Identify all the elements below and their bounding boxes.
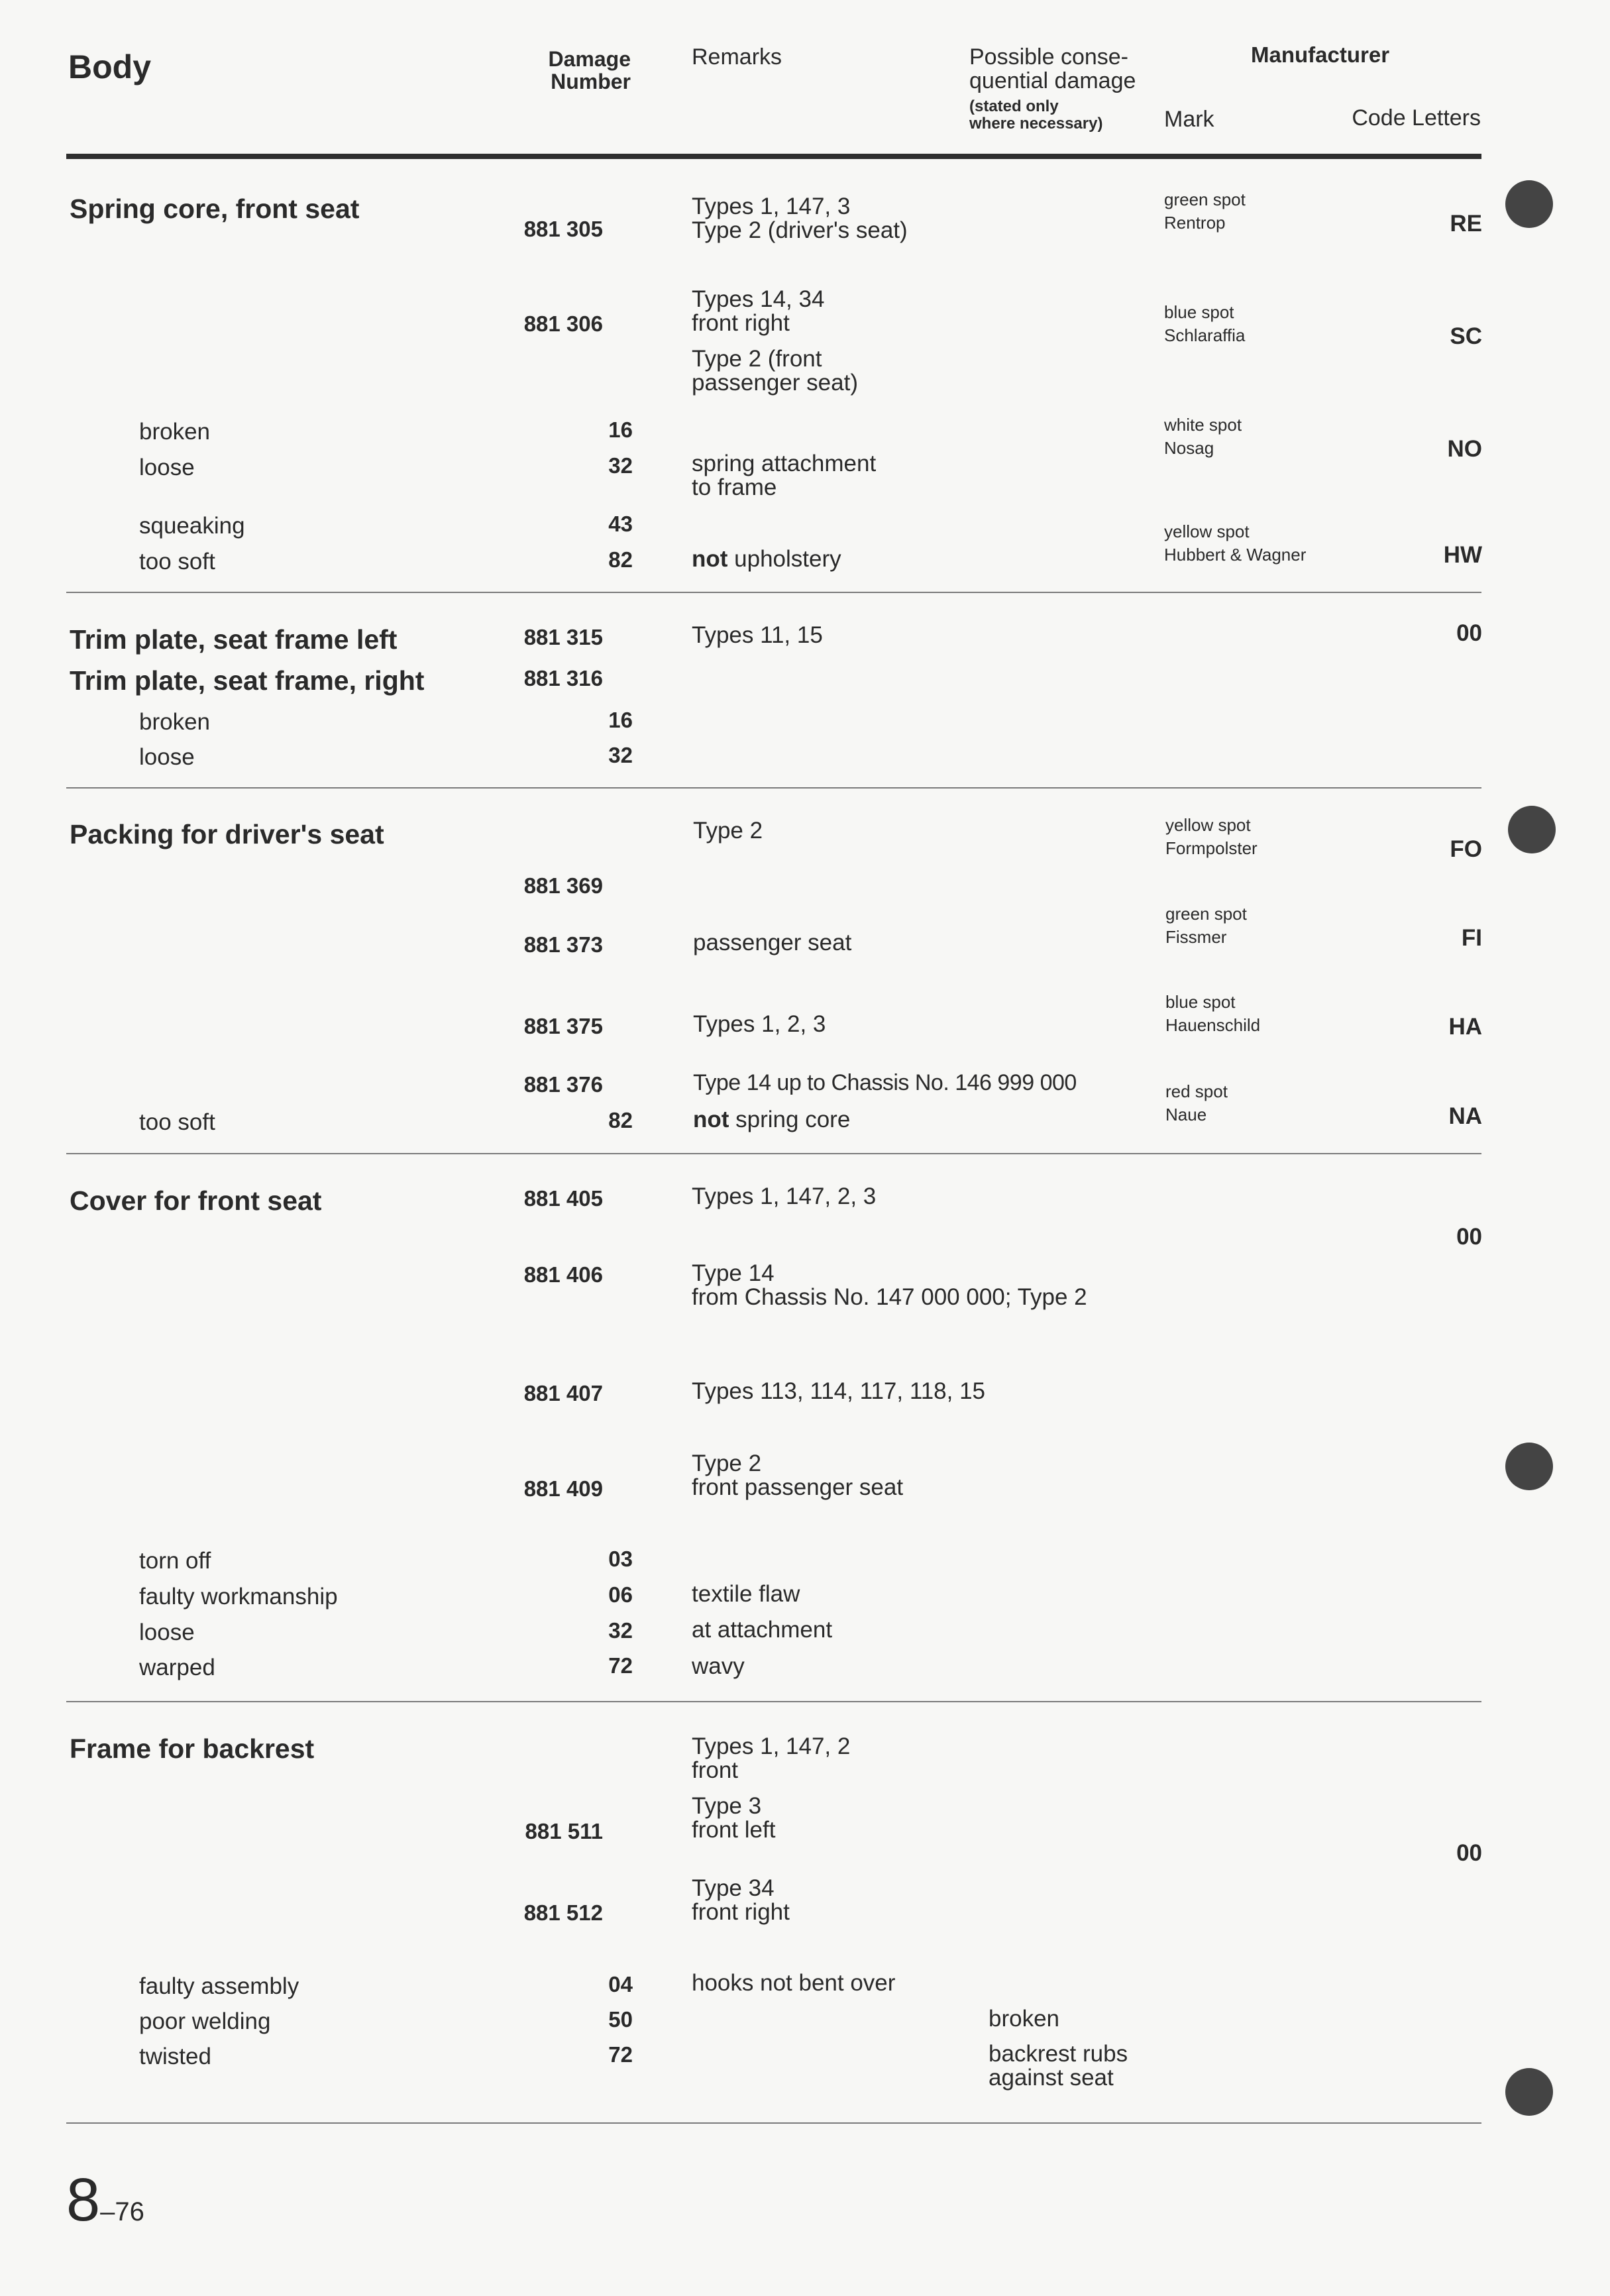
spring-core-title: Spring core, front seat [70,193,360,224]
damage-number: 881 511 [525,1819,603,1843]
damage-number: 881 316 [523,666,603,690]
page-number-minor: –76 [100,2197,144,2226]
damage-type: too soft [139,1109,215,1135]
remarks: textile flaw [692,1581,800,1607]
stated-only-note: (stated only where necessary) [969,97,1103,133]
damage-number: 881 375 [523,1014,603,1038]
damage-code: 72 [608,2042,633,2067]
damage-type: faulty workmanship [139,1584,338,1610]
section-divider [66,592,1481,593]
remarks: Types 14, 34 front right [692,286,825,336]
code-letters: RE [1450,211,1482,237]
binder-hole-4 [1505,2068,1553,2116]
damage-code: 72 [608,1653,633,1678]
consequential-damage: backrest rubs against seat [989,2041,1128,2091]
mark-header: Mark [1164,107,1214,132]
damage-type: too soft [139,549,215,574]
damage-type: torn off [139,1548,211,1574]
damage-code: 03 [608,1547,633,1571]
damage-number: 881 373 [523,932,603,957]
remarks-text: upholstery [727,546,841,572]
section-divider [66,787,1481,789]
section-divider [66,1701,1481,1702]
remarks: wavy [692,1653,745,1679]
remarks: Type 14 from Chassis No. 147 000 000; Type 2 [692,1260,1087,1310]
damage-code: 16 [608,708,633,732]
damage-type: broken [139,709,211,735]
code-letters-header: Code Letters [1352,105,1481,131]
damage-number: 881 512 [523,1900,603,1925]
manufacturer-mark: yellow spot Hubbert & Wagner [1164,521,1307,565]
damage-number: 881 315 [523,625,603,649]
remarks: Types 1, 147, 3 Type 2 (driver's seat) [692,193,908,243]
code-letters: FO [1450,836,1482,862]
manufacturer-header: Manufacturer [1251,42,1390,67]
remarks: Types 1, 147, 2 front [692,1733,851,1783]
remarks: passenger seat [693,930,852,956]
damage-type: poor welding [139,2008,271,2034]
cover-front-seat-title: Cover for front seat [70,1185,322,1216]
damage-number: 881 406 [523,1262,603,1287]
remarks: Type 34 front right [692,1875,790,1925]
code-letters: 00 [1456,1224,1482,1250]
damage-code: 06 [608,1582,633,1607]
manufacturer-mark: yellow spot Formpolster [1165,815,1258,858]
remarks-text: spring core [729,1107,851,1132]
section-divider [66,1153,1481,1154]
damage-number: 881 405 [523,1186,603,1211]
manufacturer-mark: white spot Nosag [1164,415,1242,458]
remarks: Types 1, 147, 2, 3 [692,1183,877,1209]
damage-code: 43 [608,512,633,536]
remarks: Type 2 [693,818,763,844]
code-letters: NO [1447,436,1482,462]
manufacturer-mark: green spot Fissmer [1165,904,1247,947]
remarks: at attachment [692,1617,833,1643]
damage-code: 32 [608,453,633,478]
section-title: Body [68,48,151,85]
damage-code: 82 [608,1108,633,1132]
damage-number: 881 305 [523,217,603,241]
page-number-major: 8 [66,2166,101,2234]
damage-type: loose [139,744,195,770]
damage-code: 32 [608,1618,633,1643]
frame-backrest-title: Frame for backrest [70,1733,315,1764]
remarks: Type 14 up to Chassis No. 146 999 000 [693,1070,1077,1095]
manufacturer-mark: red spot Naue [1165,1081,1228,1124]
damage-number: 881 376 [523,1072,603,1097]
code-letters: 00 [1456,620,1482,646]
manufacturer-mark: blue spot Hauenschild [1165,992,1261,1035]
manufacturer-mark: blue spot Schlaraffia [1164,302,1246,345]
page-number [66,2165,144,2235]
remarks: Types 1, 2, 3 [693,1011,826,1037]
remarks: Type 3 front left [692,1793,776,1843]
damage-number-header: Damage Number [548,47,631,93]
damage-type: faulty assembly [139,1973,299,1999]
damage-type: broken [139,419,211,445]
damage-code: 50 [608,2007,633,2032]
damage-number: 881 306 [523,311,603,336]
damage-type: loose [139,455,195,480]
header-rule [66,154,1481,159]
binder-hole-3 [1505,1443,1553,1490]
remarks: hooks not bent over [692,1970,896,1996]
remarks: Types 113, 114, 117, 118, 15 [692,1378,986,1404]
remarks: spring attachment to frame [692,451,877,500]
code-letters: NA [1448,1103,1482,1129]
remarks-header: Remarks [692,44,782,70]
remarks: Type 2 front passenger seat [692,1450,904,1500]
damage-code: 04 [608,1972,633,1996]
damage-type: squeaking [139,513,245,539]
damage-number: 881 369 [523,873,603,898]
code-letters: 00 [1456,1840,1482,1866]
damage-code: 32 [608,743,633,767]
damage-number: 881 409 [523,1476,603,1501]
damage-code: 82 [608,547,633,572]
remarks: Type 2 (front passenger seat) [692,346,858,396]
damage-type: loose [139,1619,195,1645]
remarks: Types 11, 15 [692,622,823,648]
damage-type: twisted [139,2044,211,2069]
binder-hole-2 [1508,806,1556,853]
section-divider [66,2122,1481,2124]
remarks [692,546,841,573]
binder-hole-1 [1505,180,1553,228]
remarks-bold: not [692,546,728,572]
code-letters: FI [1461,925,1482,951]
packing-driver-seat-title: Packing for driver's seat [70,819,384,849]
manufacturer-mark: green spot Rentrop [1164,190,1246,233]
damage-type: warped [139,1655,215,1680]
trim-plate-left-title: Trim plate, seat frame left [70,624,398,655]
code-letters: HA [1448,1014,1482,1040]
consequential-header: Possible conse- quential damage [969,44,1136,93]
consequential-damage: broken [989,2006,1060,2032]
remarks-bold: not [693,1107,729,1132]
remarks [693,1107,850,1133]
code-letters: HW [1443,542,1482,568]
damage-code: 16 [608,417,633,442]
code-letters: SC [1450,323,1482,349]
damage-number: 881 407 [523,1381,603,1405]
trim-plate-right-title: Trim plate, seat frame, right [70,665,425,696]
